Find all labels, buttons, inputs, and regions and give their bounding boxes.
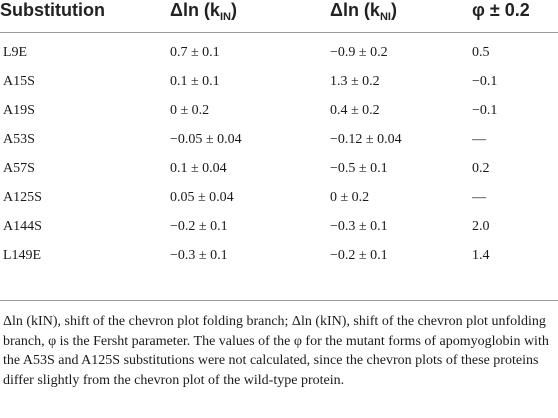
table-header-row bbox=[0, 0, 558, 33]
table-row bbox=[0, 190, 558, 219]
table-row bbox=[0, 248, 558, 277]
cell-substitution: L9E bbox=[3, 45, 28, 60]
cell-dln-kni: 0.4 ± 0.2 bbox=[330, 103, 380, 118]
cell-phi: −0.1 bbox=[472, 74, 498, 89]
cell-dln-kin: 0.1 ± 0.1 bbox=[170, 74, 220, 89]
cell-substitution: A144S bbox=[3, 219, 42, 234]
cell-phi: −0.1 bbox=[472, 103, 498, 118]
cell-dln-kin: −0.2 ± 0.1 bbox=[170, 219, 228, 234]
table-row bbox=[0, 219, 558, 248]
cell-phi: 0.5 bbox=[472, 45, 490, 60]
table-bottom-divider bbox=[0, 300, 558, 301]
table-row bbox=[0, 45, 558, 74]
cell-dln-kni: −0.9 ± 0.2 bbox=[330, 45, 388, 60]
cell-dln-kni: 1.3 ± 0.2 bbox=[330, 74, 380, 89]
cell-dln-kin: 0.05 ± 0.04 bbox=[170, 190, 234, 205]
cell-phi: 0.2 bbox=[472, 161, 490, 176]
cell-dln-kni: 0 ± 0.2 bbox=[330, 190, 370, 205]
header-substitution: Substitution bbox=[0, 0, 105, 20]
cell-substitution: A15S bbox=[3, 74, 35, 89]
cell-substitution: L149E bbox=[3, 248, 42, 263]
table-row bbox=[0, 74, 558, 103]
table-row bbox=[0, 132, 558, 161]
header-dln-kin: Δln $(k_{IN})$ bbox=[170, 0, 237, 23]
cell-dln-kin: −0.3 ± 0.1 bbox=[170, 248, 228, 263]
cell-dln-kni: −0.5 ± 0.1 bbox=[330, 161, 388, 176]
cell-dln-kin: 0 ± 0.2 bbox=[170, 103, 210, 118]
cell-dln-kin: 0.7 ± 0.1 bbox=[170, 45, 220, 60]
cell-dln-kni: −0.3 ± 0.1 bbox=[330, 219, 388, 234]
cell-dln-kin: −0.05 ± 0.04 bbox=[170, 132, 242, 147]
header-dln-kni: Δln $(k_{NI})$ bbox=[330, 0, 397, 23]
cell-phi: — bbox=[472, 132, 486, 147]
cell-dln-kni: −0.2 ± 0.1 bbox=[330, 248, 388, 263]
cell-substitution: A125S bbox=[3, 190, 42, 205]
cell-substitution: A57S bbox=[3, 161, 35, 176]
cell-phi: 1.4 bbox=[472, 248, 490, 263]
cell-phi: 2.0 bbox=[472, 219, 490, 234]
table-row bbox=[0, 103, 558, 132]
cell-substitution: A19S bbox=[3, 103, 35, 118]
cell-dln-kin: 0.1 ± 0.04 bbox=[170, 161, 227, 176]
cell-dln-kni: −0.12 ± 0.04 bbox=[330, 132, 402, 147]
cell-phi: — bbox=[472, 190, 486, 205]
table-row bbox=[0, 161, 558, 190]
table-footnote: Δln (kIN), shift of the chevron plot folding branch; Δln (kIN), shift of the chevron plot unfolding branch, φ is the Fersht parameter. The values of the φ for the mutant forms of apomyoglobin with the A53S and A125S substitutions were not calculated, since the chevron plots of these proteins differ slightly from the chevron plot of the wild-type protein. bbox=[3, 314, 549, 388]
cell-substitution: A53S bbox=[3, 132, 35, 147]
header-phi: φ ± 0.2 bbox=[472, 0, 530, 20]
